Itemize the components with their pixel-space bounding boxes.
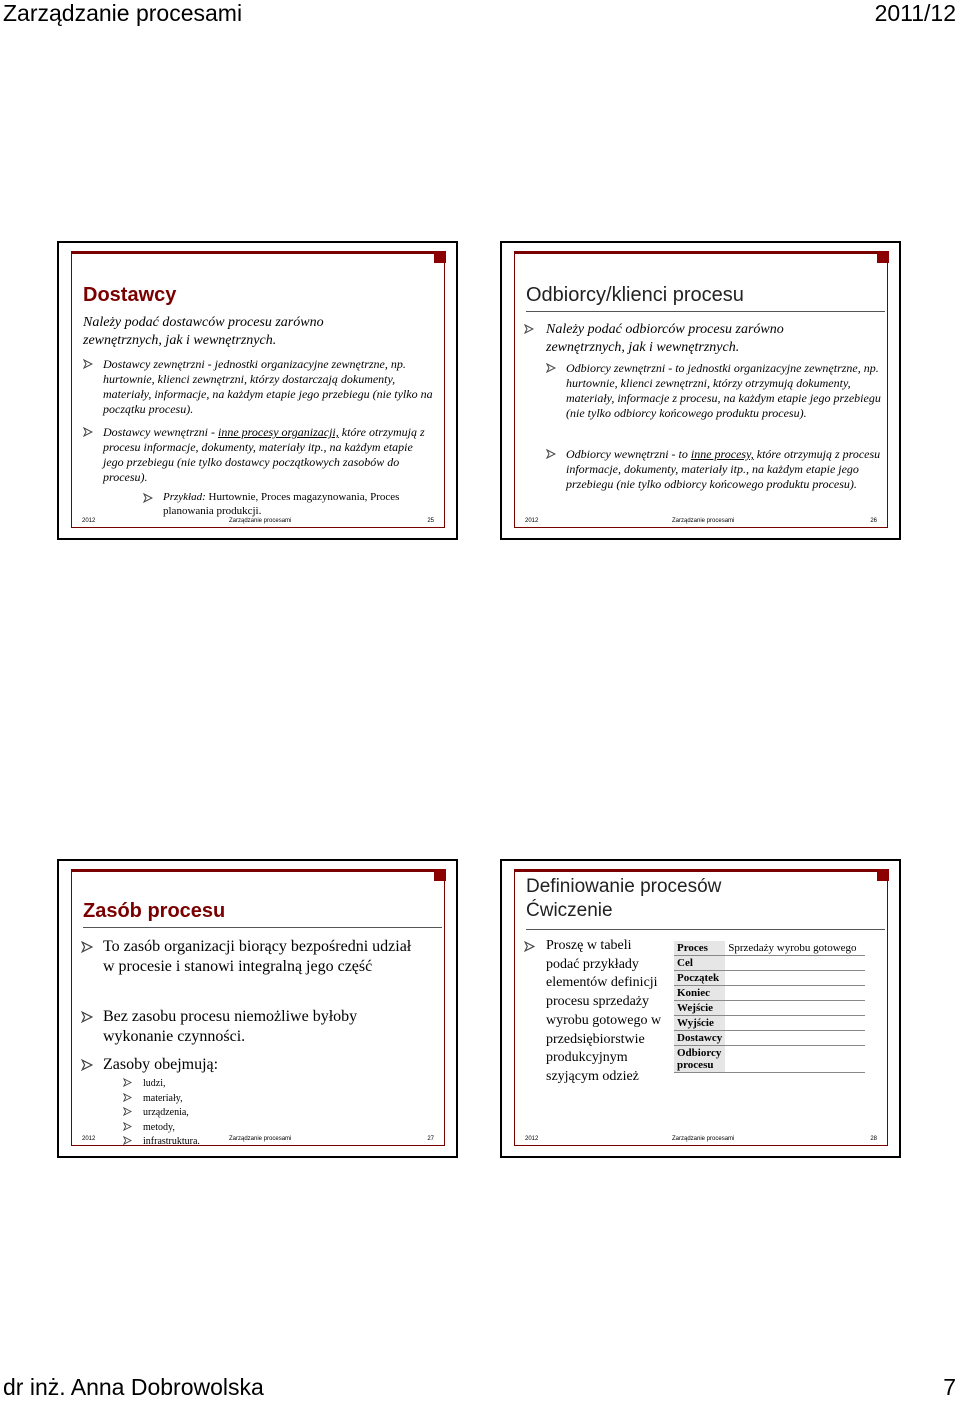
page-header-title: Zarządzanie procesami: [3, 0, 243, 26]
arrow-bullet-icon: [123, 1136, 132, 1151]
resource-sublist: [143, 1077, 200, 1150]
slide-intro: Należy podać dostawców procesu zarówno zewnętrznych, jak i wewnętrznych.: [83, 315, 324, 348]
bullet-head: Odbiorcy wewnętrzni - to: [566, 447, 691, 461]
corner-decoration: [877, 251, 889, 263]
table-row: Dostawcy: [674, 1031, 865, 1046]
arrow-bullet-icon: [524, 941, 534, 951]
sub-item: materiały,: [143, 1092, 200, 1107]
arrow-bullet-icon: [546, 449, 556, 459]
sub-item: urządzenia,: [143, 1106, 200, 1121]
slide-title: Odbiorcy/klienci procesu: [526, 284, 744, 306]
bullet-body: które otrzymują z procesu informacje, dokumenty, materiały itp., na każdym etapie jego przebiegu (nie tylko odbiorcy końcowego produktu procesu).: [566, 447, 881, 491]
slide-footer-subject: Zarządzanie procesami: [672, 1136, 735, 1142]
bullet-text: Zasoby obejmują:: [103, 1056, 219, 1073]
exercise-bullet: [546, 937, 668, 1087]
table-row: Początek: [674, 971, 865, 986]
table-row: Proces Sprzedaży wyrobu gotowego: [674, 941, 865, 956]
slide-footer-number: 26: [870, 518, 877, 524]
bullet-text: To zasób organizacji biorący bezpośredni udział w procesie i stanowi integralną jego część: [103, 938, 412, 975]
title-rule: [526, 311, 885, 312]
arrow-bullet-icon: [123, 1122, 132, 1137]
arrow-bullet-icon: [123, 1107, 132, 1122]
title-line: Ćwiczenie: [526, 900, 613, 921]
slide-intro: [546, 321, 856, 356]
example-body: Hurtownie, Proces magazynowania, Proces planowania produkcji.: [163, 491, 400, 517]
arrow-bullet-icon: [123, 1078, 132, 1093]
bullet-underlined: inne procesy,: [690, 447, 754, 461]
example-head: Przykład:: [163, 491, 206, 503]
sub-item: infrastruktura.: [143, 1135, 200, 1150]
arrow-bullet-icon: [524, 324, 534, 334]
bullet-head: Dostawcy zewnętrzni: [103, 357, 205, 371]
slide-26: [500, 241, 901, 540]
arrow-bullet-icon: [81, 941, 91, 951]
bullet-body: które otrzymują z procesu informacje, dokumenty, materiały itp., na każdym etapie jego przebiegu (nie tylko dostawcy początkowych zasobów do procesu).: [103, 425, 425, 484]
table-row: Koniec: [674, 986, 865, 1001]
intro-text: Należy podać odbiorców procesu zarówno zewnętrznych, jak i wewnętrznych.: [546, 322, 784, 355]
page-header-year: 2011/12: [874, 0, 956, 26]
bullet-head: Dostawcy wewnętrzni -: [103, 425, 218, 439]
arrow-bullet-icon: [83, 427, 93, 437]
exercise-text: Proszę w tabeli podać przykłady elementów definicji procesu sprzedaży wyrobu gotowego w przedsiębiorstwie produkcyjnym szyjącym odzież: [546, 938, 662, 1084]
arrow-bullet-icon: [81, 1059, 91, 1069]
slide-footer-subject: Zarządzanie procesami: [229, 518, 292, 524]
bullet-external: [103, 357, 433, 417]
sub-item: ludzi,: [143, 1077, 200, 1092]
title-rule: [83, 927, 442, 928]
slide-28: [500, 859, 901, 1158]
slide-27: [57, 859, 458, 1158]
slide-footer-number: 28: [870, 1136, 877, 1142]
table-row: Wejście: [674, 1001, 865, 1016]
bullet-resource-need: [103, 1007, 423, 1047]
title-rule: [526, 929, 885, 930]
bullet-internal: [103, 425, 433, 485]
sub-item: metody,: [143, 1121, 200, 1136]
arrow-bullet-icon: [81, 1011, 91, 1021]
slide-title: [526, 875, 721, 923]
slide-footer-year: 2012: [82, 1136, 96, 1142]
title-line: Definiowanie procesów: [526, 876, 722, 897]
bullet-underlined: inne procesy organizacji,: [218, 425, 339, 439]
arrow-bullet-icon: [143, 493, 153, 503]
slide-footer-number: 27: [427, 1136, 434, 1142]
slide-title: Dostawcy: [83, 284, 177, 306]
table-row: Wyjście: [674, 1016, 865, 1031]
bullet-head: Odbiorcy zewnętrzni: [566, 361, 666, 375]
slide-footer-subject: Zarządzanie procesami: [672, 518, 735, 524]
arrow-bullet-icon: [83, 359, 93, 369]
bullet-body: - jednostki organizacyjne zewnętrzne, np. hurtownie, klienci zewnętrzni, którzy dostarczają dokumenty, materiały, informacje, na każdym etapie jego przebiegu (nie tylko na początku procesu).: [103, 357, 433, 416]
corner-decoration: [434, 251, 446, 263]
bullet-internal: [566, 447, 886, 492]
page-footer-number: 7: [943, 1374, 956, 1400]
bullet-resource-list: [103, 1055, 423, 1075]
page-footer-author: dr inż. Anna Dobrowolska: [3, 1374, 264, 1400]
bullet-example: [163, 491, 423, 519]
corner-decoration: [434, 869, 446, 881]
corner-decoration: [877, 869, 889, 881]
bullet-body: - to jednostki organizacyjne zewnętrzne, np. hurtownie, klienci zewnętrzni, którzy otrzymują dokumenty, materiały, informacje z procesu, na każdym etapie jego przebiegu (nie tylko odbiorcy końcowego produktu procesu).: [566, 361, 881, 420]
arrow-bullet-icon: [123, 1093, 132, 1108]
slide-footer-year: 2012: [82, 518, 96, 524]
slide-footer-year: 2012: [525, 518, 539, 524]
slide-footer-number: 25: [427, 518, 434, 524]
process-definition-table: [674, 941, 865, 1073]
bullet-resource-def: [103, 937, 423, 977]
table-row: Odbiorcy procesu: [674, 1046, 865, 1073]
slide-25: [57, 241, 458, 540]
slide-title: Zasób procesu: [83, 900, 226, 922]
table-row: Cel: [674, 956, 865, 971]
arrow-bullet-icon: [546, 363, 556, 373]
bullet-text: Bez zasobu procesu niemożliwe byłoby wykonanie czynności.: [103, 1008, 358, 1045]
slide-footer-subject: Zarządzanie procesami: [229, 1136, 292, 1142]
bullet-external: [566, 361, 886, 421]
slide-footer-year: 2012: [525, 1136, 539, 1142]
